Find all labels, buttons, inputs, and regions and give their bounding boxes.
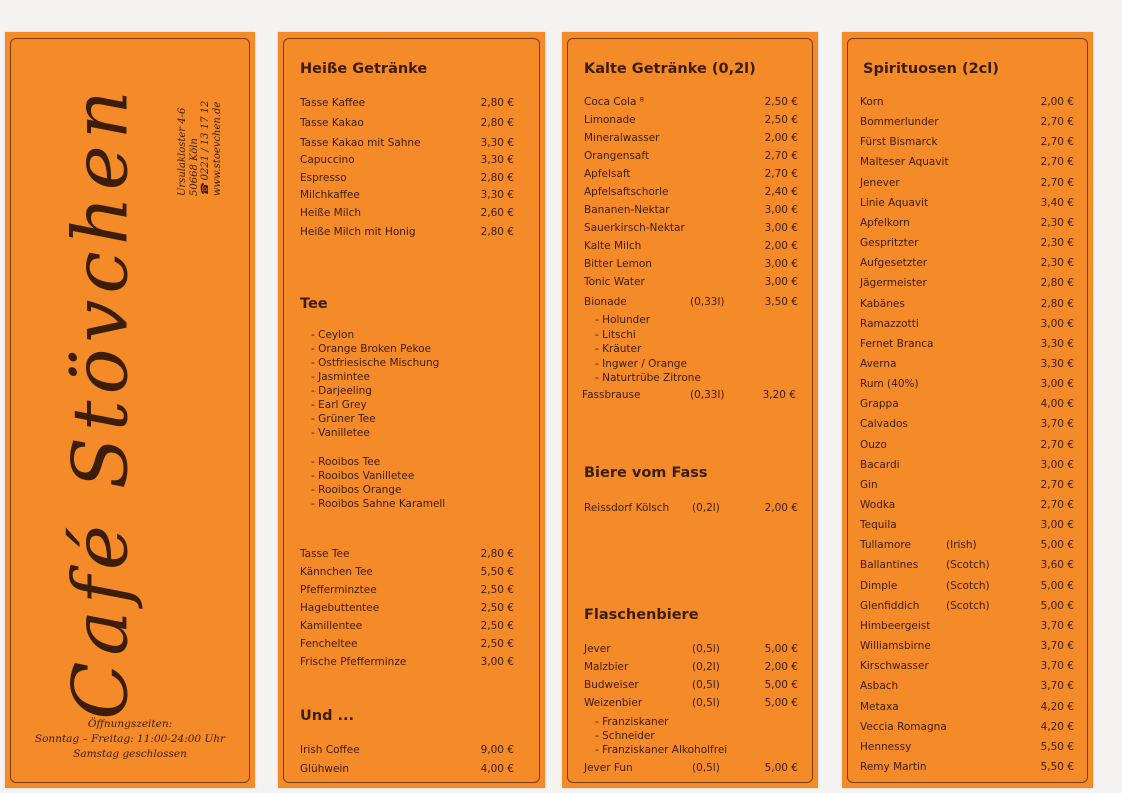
tea-title: Tee [300, 296, 328, 312]
menu-item-name: Weizenbier [584, 697, 643, 709]
menu-item-name: Frische Pfefferminze [300, 656, 407, 668]
spirit-price: 2,70 € [1040, 116, 1074, 129]
menu-item-price: 3,30 € [480, 189, 514, 201]
fassbrause-name: Fassbrause [582, 389, 641, 401]
menu-item-price: 2,80 € [480, 97, 514, 109]
spirit-name: Hennessy [860, 740, 912, 753]
und-title: Und ... [300, 708, 355, 724]
menu-item-name: Kalte Milch [584, 240, 642, 252]
menu-item-price: 5,00 € [764, 697, 798, 709]
menu-item-price: 2,80 € [480, 117, 514, 129]
bionade-flavor: - Naturtrübe Zitrone [595, 372, 701, 384]
spirit-name: Gin [860, 478, 878, 491]
bionade-price: 3,50 € [764, 296, 798, 308]
menu-item-price: 2,80 € [480, 226, 514, 238]
spirit-name: Fernet Branca [860, 337, 934, 350]
spirit-price: 2,70 € [1040, 438, 1074, 451]
spirit-price: 4,20 € [1040, 720, 1074, 733]
spirit-name: Bommerlunder [860, 116, 939, 129]
spirit-name: Dimple [860, 579, 898, 592]
address-block [177, 96, 237, 196]
cafe-title: Café Stövchen [55, 84, 145, 720]
menu-item-size: (0,2l) [692, 502, 720, 514]
spirit-name: Gespritzter [860, 237, 919, 250]
spirit-name: Malteser Aquavit [860, 156, 949, 169]
menu-item-name: Bitter Lemon [584, 258, 652, 270]
hours-saturday: Samstag geschlossen [73, 748, 187, 760]
spirit-price: 3,40 € [1040, 196, 1074, 209]
menu-item-name: Jever [584, 643, 611, 655]
spirit-price: 3,00 € [1040, 458, 1074, 471]
menu-item-name: Hagebuttentee [300, 602, 380, 614]
menu-item-price: 2,50 € [764, 114, 798, 126]
bionade-flavor: - Ingwer / Orange [595, 357, 687, 370]
spirit-price: 5,00 € [1040, 539, 1074, 552]
menu-item-price: 3,00 € [764, 204, 798, 216]
menu-item-size: (0,5l) [692, 679, 720, 691]
hot-drinks-panel [278, 32, 545, 788]
spirit-name: Ouzo [860, 438, 887, 451]
spirit-name: Apfelkorn [860, 216, 910, 229]
menu-item-name: Tasse Tee [300, 548, 350, 560]
menu-item-name: Bananen-Nektar [584, 204, 670, 216]
spirit-name: Bacardi [860, 458, 900, 471]
spirit-price: 2,70 € [1040, 156, 1074, 169]
menu-item-price: 2,80 € [480, 172, 514, 184]
spirit-name: Korn [860, 96, 884, 108]
rooibos-variety: - Rooibos Tee [311, 456, 381, 468]
spirit-price: 2,80 € [1040, 277, 1074, 290]
menu-item-name: Capuccino [300, 154, 355, 166]
tea-variety: - Orange Broken Pekoe [311, 343, 432, 355]
fassbrause-size: (0,33l) [690, 389, 725, 401]
menu-item-name: Heiße Milch mit Honig [300, 226, 416, 238]
menu-item-price: 2,50 € [480, 620, 514, 632]
spirit-price: 5,00 € [1040, 579, 1074, 592]
menu-item-name: Orangensaft [584, 150, 649, 162]
weizen-brand: - Franziskaner [595, 716, 669, 728]
spirit-price: 3,70 € [1040, 680, 1074, 693]
spirit-name: Veccia Romagna [860, 720, 947, 733]
weizen-brand: - Schneider [595, 730, 655, 742]
spirits-panel [842, 32, 1093, 788]
tea-variety: - Vanilletee [311, 427, 370, 439]
spirit-name: Remy Martin [860, 760, 927, 773]
spirit-price: 3,70 € [1040, 619, 1074, 632]
opening-hours [5, 717, 255, 762]
spirit-origin: (Scotch) [946, 559, 990, 572]
menu-item-price: 5,00 € [764, 762, 798, 774]
bionade-size: (0,33l) [690, 296, 725, 308]
menu-item-name: Malzbier [584, 661, 629, 673]
menu-item-price: 3,30 € [480, 137, 514, 149]
cold-drinks-title: Kalte Getränke (0,2l) [584, 61, 756, 77]
cold-drinks-panel [562, 32, 818, 788]
menu-item-name: Reissdorf Kölsch [584, 502, 670, 514]
spirit-price: 2,30 € [1040, 237, 1074, 250]
bottle-beer-title: Flaschenbiere [584, 607, 699, 623]
spirit-price: 5,50 € [1040, 760, 1074, 773]
menu-item-price: 2,00 € [764, 661, 798, 673]
menu-item-name: Sauerkirsch-Nektar [584, 222, 685, 234]
menu-item-size: (0,5l) [692, 697, 720, 709]
spirit-name: Glenfiddich [860, 599, 920, 612]
menu-item-price: 3,00 € [480, 656, 514, 668]
rooibos-variety: - Rooibos Orange [311, 484, 402, 496]
spirit-price: 3,00 € [1040, 519, 1074, 532]
menu-item-price: 2,00 € [764, 502, 798, 514]
menu-item-price: 2,00 € [764, 240, 798, 252]
spirit-price: 3,00 € [1040, 317, 1074, 330]
spirit-name: Calvados [860, 418, 908, 431]
menu-item-price: 4,00 € [480, 763, 514, 775]
address-city: 50668 Köln [188, 138, 200, 196]
tea-variety: - Darjeeling [311, 385, 372, 397]
menu-item-price: 2,50 € [480, 584, 514, 596]
spirit-price: 3,00 € [1040, 378, 1074, 391]
spirit-name: Averna [860, 357, 897, 370]
bionade-flavor: - Holunder [595, 314, 651, 326]
spirit-origin: (Scotch) [946, 579, 990, 592]
spirit-price: 2,80 € [1040, 297, 1074, 310]
spirit-name: Tullamore [860, 539, 911, 552]
menu-item-price: 2,50 € [764, 96, 798, 108]
menu-item-name: Kamillentee [300, 620, 363, 632]
menu-item-name: Irish Coffee [300, 744, 360, 756]
address-phone: ☎ 0221 / 13 17 12 [200, 100, 211, 196]
address-website: www.stoevchen.de [211, 101, 223, 196]
spirit-price: 2,70 € [1040, 176, 1074, 189]
spirits-title: Spirituosen (2cl) [863, 61, 999, 77]
spirit-name: Linie Aquavit [860, 196, 929, 209]
menu-item-name: Tasse Kakao mit Sahne [300, 137, 421, 149]
menu-item-name: Pfefferminztee [300, 584, 377, 596]
spirit-name: Rum (40%) [860, 378, 919, 391]
spirit-price: 3,70 € [1040, 660, 1074, 673]
menu-item-name: Kännchen Tee [300, 566, 373, 578]
spirit-name: Tequila [860, 519, 897, 532]
menu-item-price: 2,50 € [480, 638, 514, 650]
spirit-price: 2,70 € [1040, 499, 1074, 511]
menu-item-name: Heiße Milch [300, 207, 362, 219]
spirit-price: 2,00 € [1040, 96, 1074, 108]
menu-item-price: 5,50 € [480, 566, 514, 578]
spirit-name: Ramazzotti [860, 317, 919, 330]
spirit-price: 2,30 € [1040, 216, 1074, 229]
tea-variety: - Earl Grey [311, 399, 367, 411]
spirit-price: 3,70 € [1040, 640, 1074, 653]
menu-item-price: 3,00 € [764, 276, 798, 288]
menu-item-name: Apfelsaftschorle [584, 186, 669, 198]
spirit-price: 3,30 € [1040, 337, 1074, 350]
menu-item-name: Fencheltee [300, 638, 358, 650]
spirit-name: Ballantines [860, 559, 919, 572]
menu-item-price: 9,00 € [480, 744, 514, 756]
bionade-flavor: - Litschi [595, 328, 636, 341]
menu-item-price: 5,00 € [764, 679, 798, 691]
cover-panel [5, 32, 255, 788]
hot-drinks-title: Heiße Getränke [300, 61, 428, 77]
spirit-price: 2,30 € [1040, 257, 1074, 270]
spirit-name: Kabänes [860, 297, 905, 310]
menu-item-size: (0,5l) [692, 762, 720, 774]
spirit-name: Jenever [860, 176, 900, 189]
spirit-name: Kirschwasser [860, 660, 929, 673]
menu-item-name: Espresso [300, 172, 347, 184]
address-street: Ursulakloster 4-6 [177, 107, 188, 196]
menu-item-name: Tasse Kaffee [300, 97, 366, 109]
spirit-name: Jägermeister [860, 277, 927, 290]
weizen-brand: - Franziskaner Alkoholfrei [595, 744, 728, 756]
menu-item-price: 2,40 € [764, 186, 798, 198]
tea-variety: - Ostfriesische Mischung [311, 357, 440, 369]
tea-variety: - Jasmintee [311, 371, 370, 383]
menu-item-price: 2,70 € [764, 150, 798, 162]
hours-label: Öffnungszeiten: [87, 718, 173, 730]
spirit-name: Himbeergeist [860, 619, 931, 632]
menu-item-name: Limonade [584, 114, 636, 126]
spirit-name: Williamsbirne [860, 640, 931, 653]
menu-item-name: Budweiser [584, 679, 639, 691]
spirit-name: Grappa [860, 398, 899, 411]
spirit-price: 3,70 € [1040, 418, 1074, 431]
bionade-flavor: - Kräuter [595, 343, 642, 355]
menu-item-name: Tasse Kakao [300, 117, 364, 129]
rooibos-variety: - Rooibos Sahne Karamell [311, 498, 446, 510]
menu-item-name: Apfelsaft [584, 168, 631, 180]
spirit-price: 4,00 € [1040, 398, 1074, 411]
spirit-name: Metaxa [860, 700, 899, 713]
tea-variety: - Ceylon [311, 329, 355, 341]
menu-item-price: 2,60 € [480, 207, 514, 219]
spirit-name: Wodka [860, 499, 896, 511]
spirit-price: 2,70 € [1040, 136, 1074, 149]
spirit-origin: (Irish) [946, 539, 977, 552]
bionade-name: Bionade [584, 296, 627, 308]
menu-item-name: Coca Cola ⁸ [584, 96, 644, 108]
spirit-price: 3,60 € [1040, 559, 1074, 572]
spirit-price: 2,70 € [1040, 478, 1074, 491]
spirit-price: 3,30 € [1040, 357, 1074, 370]
spirit-price: 4,20 € [1040, 700, 1074, 713]
menu-item-price: 3,00 € [764, 222, 798, 234]
spirit-name: Fürst Bismarck [860, 136, 938, 149]
menu-item-price: 2,70 € [764, 168, 798, 180]
tea-variety: - Grüner Tee [311, 413, 376, 425]
menu-item-price: 2,80 € [480, 548, 514, 560]
menu-item-price: 2,00 € [764, 132, 798, 144]
menu-item-price: 5,00 € [764, 643, 798, 655]
spirit-price: 5,00 € [1040, 599, 1074, 612]
menu-item-size: (0,5l) [692, 643, 720, 655]
spirit-name: Asbach [860, 680, 899, 693]
spirit-origin: (Scotch) [946, 599, 990, 612]
rooibos-variety: - Rooibos Vanilletee [311, 470, 415, 482]
menu-item-name: Jever Fun [584, 762, 633, 774]
menu-item-name: Milchkaffee [300, 189, 360, 201]
menu-item-price: 3,30 € [480, 154, 514, 166]
spirit-price: 5,50 € [1040, 740, 1074, 753]
menu-item-name: Glühwein [300, 763, 349, 775]
menu-item-size: (0,2l) [692, 661, 720, 673]
menu-item-name: Mineralwasser [584, 132, 660, 144]
hours-weekdays: Sonntag – Freitag: 11:00-24:00 Uhr [34, 733, 226, 745]
draft-beer-title: Biere vom Fass [584, 465, 708, 481]
fassbrause-price: 3,20 € [762, 389, 796, 401]
menu-item-price: 3,00 € [764, 258, 798, 270]
menu-item-price: 2,50 € [480, 602, 514, 614]
spirit-name: Aufgesetzter [860, 257, 928, 270]
menu-item-name: Tonic Water [584, 276, 645, 288]
